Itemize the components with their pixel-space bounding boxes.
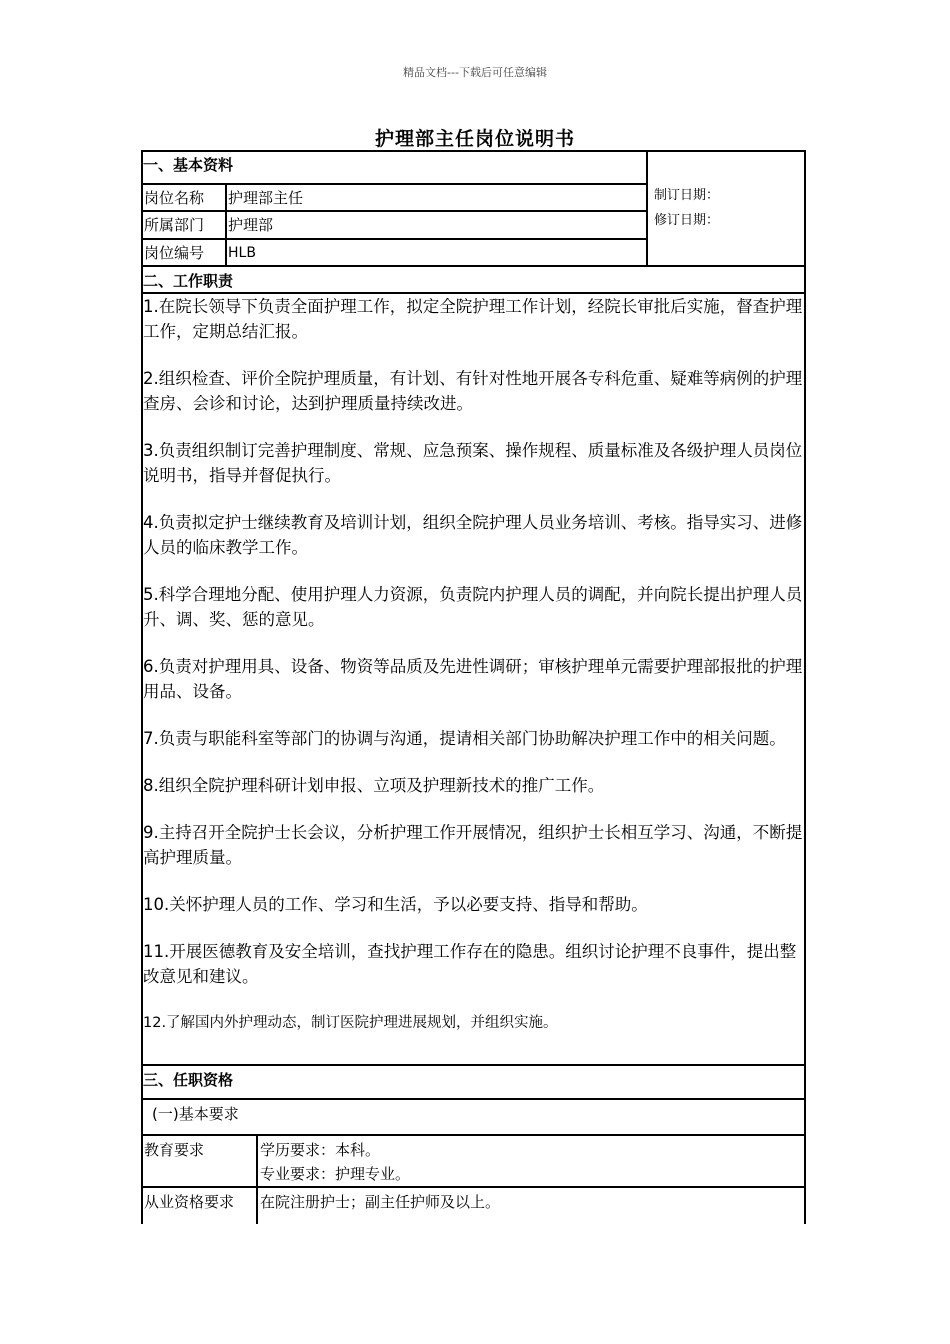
- value-degree: 学历要求：本科。: [260, 1141, 381, 1159]
- divider: [141, 1064, 143, 1224]
- section-heading-duties: 二、工作职责: [143, 272, 234, 290]
- value-department: 护理部: [228, 216, 274, 234]
- divider: [256, 1134, 258, 1224]
- duty-item: 9.主持召开全院护士长会议，分析护理工作开展情况，组织护士长相互学习、沟通，不断提高护理质量。: [143, 823, 803, 867]
- label-position-name: 岗位名称: [144, 189, 205, 207]
- duty-item: 2.组织检查、评价全院护理质量，有计划、有针对性地开展各专科危重、疑难等病例的护理查房、会诊和讨论，达到护理质量持续改进。: [143, 369, 803, 413]
- duty-item: 11.开展医德教育及安全培训，查找护理工作存在的隐患。组织讨论护理不良事件，提出整改意见和建议。: [143, 942, 797, 986]
- divider: [141, 238, 648, 240]
- sub-heading-basic-requirements: (一)基本要求: [152, 1105, 239, 1123]
- revised-date-label: 修订日期：: [654, 213, 720, 228]
- divider: [141, 1064, 806, 1066]
- divider: [804, 1064, 806, 1224]
- duty-item: 8.组织全院护理科研计划申报、立项及护理新技术的推广工作。: [143, 776, 605, 795]
- label-position-code: 岗位编号: [144, 244, 205, 262]
- label-qualification: 从业资格要求: [144, 1193, 235, 1211]
- duty-item: 6.负责对护理用具、设备、物资等品质及先进性调研；审核护理单元需要护理部报批的护理用品、设备。: [143, 657, 803, 701]
- label-department: 所属部门: [144, 216, 205, 234]
- duty-item: 3.负责组织制订完善护理制度、常规、应急预案、操作规程、质量标准及各级护理人员岗位说明书，指导并督促执行。: [143, 441, 803, 485]
- duties-list: [143, 294, 805, 1058]
- label-education: 教育要求: [144, 1141, 205, 1159]
- section-heading-basic-info: 一、基本资料: [143, 156, 234, 174]
- value-position-code: HLB: [228, 245, 256, 261]
- section-heading-qualifications: 三、任职资格: [143, 1071, 234, 1089]
- made-date-label: 制订日期：: [654, 188, 720, 203]
- divider: [141, 1098, 806, 1100]
- duty-item: 5.科学合理地分配、使用护理人力资源，负责院内护理人员的调配，并向院长提出护理人员升、调、奖、惩的意见。: [143, 585, 803, 629]
- divider: [646, 150, 648, 267]
- duty-item: 1.在院长领导下负责全面护理工作，拟定全院护理工作计划，经院长审批后实施，督查护理工作，定期总结汇报。: [143, 297, 803, 341]
- divider: [141, 1186, 806, 1188]
- duty-item: 10.关怀护理人员的工作、学习和生活，予以必要支持、指导和帮助。: [143, 895, 648, 914]
- duty-item: 7.负责与职能科室等部门的协调与沟通，提请相关部门协助解决护理工作中的相关问题。: [143, 729, 786, 748]
- watermark-text: 精品文档---下载后可任意编辑: [403, 66, 547, 79]
- duty-item: 12.了解国内外护理动态，制订医院护理进展规划，并组织实施。: [143, 1015, 558, 1031]
- divider: [141, 1134, 806, 1136]
- duty-item: 4.负责拟定护士继续教育及培训计划，组织全院护理人员业务培训、考核。指导实习、进修人员的临床教学工作。: [143, 513, 803, 557]
- value-position-name: 护理部主任: [228, 189, 304, 207]
- value-qualification: 在院注册护士；副主任护师及以上。: [260, 1193, 501, 1211]
- value-major: 专业要求：护理专业。: [260, 1165, 411, 1183]
- divider: [225, 183, 227, 267]
- divider: [141, 183, 648, 185]
- document-title: 护理部主任岗位说明书: [374, 128, 575, 150]
- divider: [141, 210, 648, 212]
